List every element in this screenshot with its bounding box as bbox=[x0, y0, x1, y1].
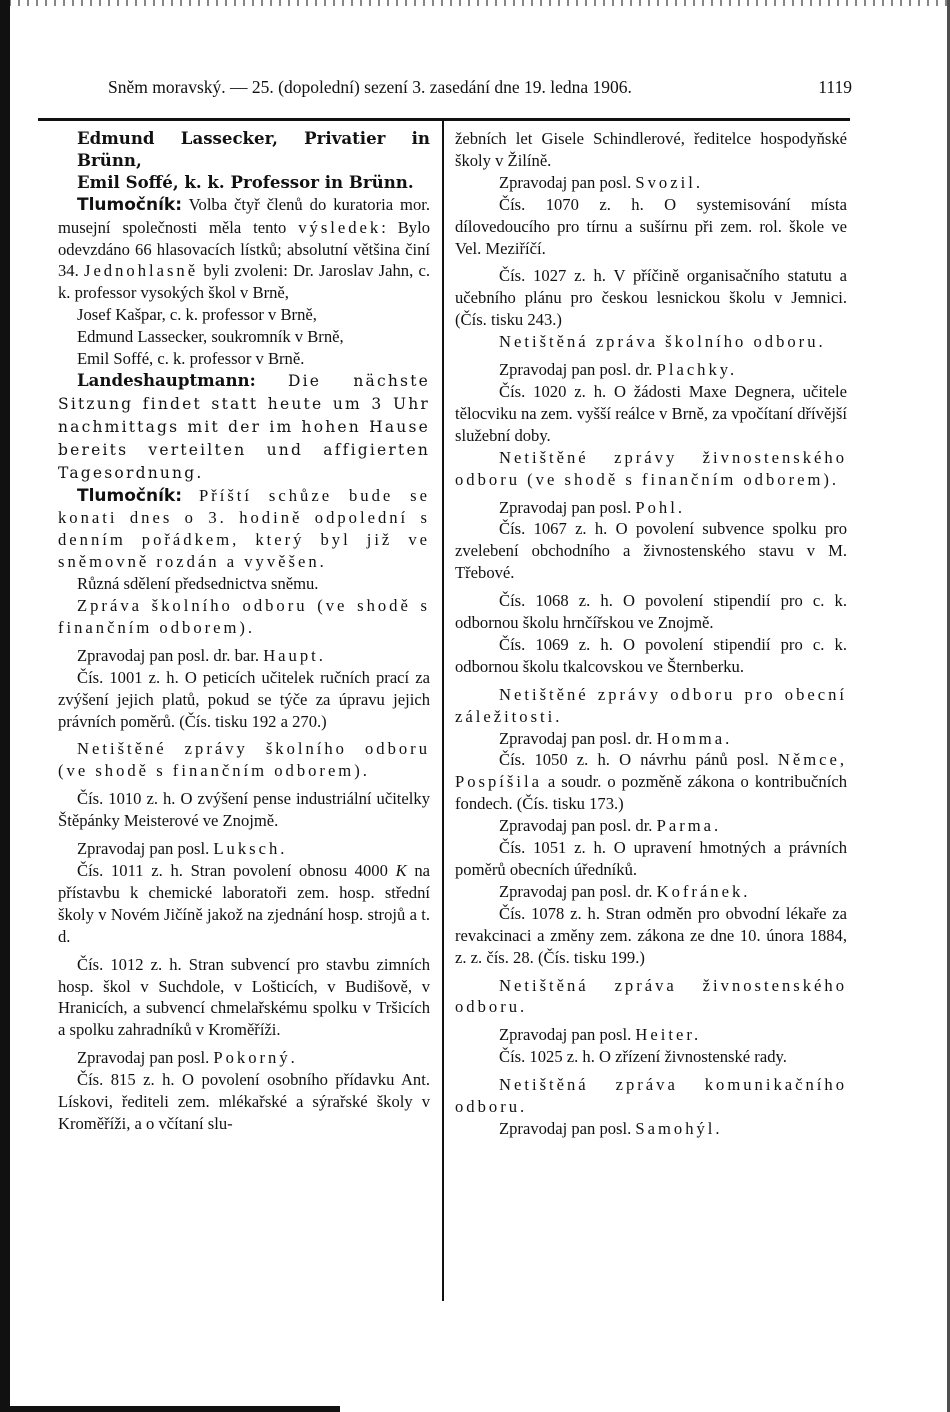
rapporteur-line: Zpravodaj pan posl. Samohýl. bbox=[499, 1118, 723, 1138]
agenda-item: Čís. 1051 z. h. O upravení hmotných a právních poměrů obecních úředníků. bbox=[455, 838, 847, 879]
rapporteur-line: Zpravodaj pan posl. Luksch. bbox=[77, 839, 288, 859]
interpreter-paragraph: Tlumočník: Příští schůze bude se konati dnes o 3. hodině odpolední s denním pořádkem, který byl již ve sněmovně rozdán a vyvěšen. bbox=[58, 485, 430, 572]
header-rule bbox=[38, 118, 850, 121]
column-divider bbox=[442, 121, 444, 1301]
left-column bbox=[58, 128, 430, 1135]
rapporteur-line: Zpravodaj pan posl. Pokorný. bbox=[77, 1048, 298, 1068]
agenda-item: Čís. 1050 z. h. O návrhu pánů posl. Němce, Pospíšila a soudr. o pozměně zákona o kontribučních fondech. (Čís. tisku 173.) bbox=[455, 750, 847, 814]
speaker-label: Tlumočník: bbox=[77, 485, 183, 506]
speaker-label: Landeshauptmann: bbox=[77, 369, 256, 390]
rapporteur-line: Zpravodaj pan posl. dr. Homma. bbox=[499, 728, 733, 748]
agenda-heading: Netištěné zprávy živnostenského odboru (ve shodě s finančním odborem). bbox=[455, 447, 847, 489]
agenda-item: Čís. 1069 z. h. O povolení stipendií pro c. k. odbornou školu tkalcovskou ve Šternberku. bbox=[455, 634, 847, 676]
agenda-heading: Různá sdělení předsednictva sněmu. bbox=[77, 574, 319, 594]
rapporteur-line: Zpravodaj pan posl. Heiter. bbox=[499, 1025, 702, 1045]
agenda-heading: Zpráva školního odboru (ve shodě s finančním odborem). bbox=[58, 596, 430, 637]
scan-edge-left bbox=[0, 0, 10, 1412]
agenda-item: Čís. 1025 z. h. O zřízení živnostenské rady. bbox=[499, 1047, 787, 1067]
elected-member: Edmund Lassecker, soukromník v Brně, bbox=[77, 327, 344, 347]
agenda-heading: Netištěné zprávy školního odboru (ve shodě s finančním odborem). bbox=[58, 739, 430, 781]
rapporteur-line: Zpravodaj pan posl. dr. Kofránek. bbox=[499, 881, 751, 901]
agenda-heading: Netištěné zprávy odboru pro obecní záležitosti. bbox=[455, 684, 847, 726]
agenda-item: Čís. 1078 z. h. Stran odměn pro obvodní lékaře za revakcinaci a změny zem. zákona ze dne 10. února 1884, z. z. čís. 28. (Čís. tisku 199.) bbox=[455, 903, 847, 967]
governor-paragraph: Landeshauptmann: Die nächste Sitzung findet statt heute um 3 Uhr nachmittags mit der im hohen Hause bereits verteilten und affigierten Tagesordnung. bbox=[58, 369, 430, 482]
rapporteur-line: Zpravodaj pan posl. Pohl. bbox=[499, 497, 685, 517]
rapporteur-line: Zpravodaj pan posl. dr. bar. Haupt. bbox=[77, 645, 326, 665]
scan-edge-bottom bbox=[0, 1406, 340, 1412]
agenda-heading: Netištěná zpráva živnostenského odboru. bbox=[455, 975, 847, 1017]
elected-member: Emil Soffé, c. k. professor v Brně. bbox=[77, 349, 305, 369]
agenda-item: Čís. 1027 z. h. V příčině organisačního statutu a učebního plánu pro českou lesnickou školu v Jemnici. (Čís. tisku 243.) bbox=[455, 266, 847, 330]
german-name-line: Edmund Lassecker, Privatier in Brünn, bbox=[77, 128, 430, 170]
agenda-item: Čís. 1020 z. h. O žádosti Maxe Degnera, učitele tělocviku na zem. vyšší reálce v Brně, za vpočítaní dřívější služební doby. bbox=[455, 381, 847, 445]
agenda-item: Čís. 1067 z. h. O povolení subvence spolku pro zvelebení obchodního a živnostenského stavu v M. Třebové. bbox=[455, 519, 847, 583]
header-title: Sněm moravský. — 25. (dopolední) sezení 3. zasedání dne 19. ledna 1906. bbox=[108, 77, 632, 97]
agenda-item-continued: žebních let Gisele Schindlerové, ředitelce hospodyňské školy v Žilíně. bbox=[455, 129, 847, 170]
german-name-line: Emil Soffé, k. k. Professor in Brünn. bbox=[77, 171, 414, 192]
agenda-item: Čís. 1010 z. h. O zvýšení pense industriální učitelky Štěpánky Meisterové ve Znojmě. bbox=[58, 789, 430, 831]
rapporteur-line: Zpravodaj pan posl. dr. Parma. bbox=[499, 816, 722, 836]
agenda-item: Čís. 1001 z. h. O peticích učitelek ručních prací za zvýšení jejich platů, pokud se týče za úpravu jejich právních poměrů. (Čís. tisku 192 a 270.) bbox=[58, 667, 430, 731]
agenda-heading: Netištěná zpráva školního odboru. bbox=[499, 332, 826, 352]
scan-edge-top bbox=[0, 0, 950, 6]
rapporteur-line: Zpravodaj pan posl. Svozil. bbox=[499, 172, 703, 192]
agenda-heading: Netištěná zpráva komunikačního odboru. bbox=[455, 1075, 847, 1117]
interpreter-paragraph: Tlumočník: Volba čtyř členů do kuratoria mor. musejní společnosti měla tento výsledek: Bylo odevzdáno 66 hlasovacích lístků; absolutní většina činí 34. Jednohlasně byli zvoleni: Dr. Jaroslav Jahn, c. k. professor vysokých škol v Brně, bbox=[58, 194, 430, 303]
agenda-item: Čís. 815 z. h. O povolení osobního přídavku Ant. Lískovi, řediteli zem. mlékařské a sýrařské školy v Kroměříži, a o včítaní slu- bbox=[58, 1070, 430, 1133]
rapporteur-line: Zpravodaj pan posl. dr. Plachky. bbox=[499, 360, 738, 380]
right-column bbox=[455, 128, 847, 1140]
page-number: 1119 bbox=[818, 77, 852, 97]
agenda-item: Čís. 1012 z. h. Stran subvencí pro stavbu zimních hosp. škol v Suchdole, v Lošticích, v Budišově, v Hranicích, a subvencí chmelařskému spolku v Tršicích a spolku zahradníků v Kroměříži. bbox=[58, 954, 430, 1040]
agenda-item: Čís. 1068 z. h. O povolení stipendií pro c. k. odbornou školu hrnčířskou ve Znojmě. bbox=[455, 591, 847, 633]
agenda-item: Čís. 1011 z. h. Stran povolení obnosu 4000 K na přístavbu k chemické laboratoři zem. hosp. střední školy v Novém Jičíně jakož na zjednání hosp. strojů a t. d. bbox=[58, 861, 430, 946]
speaker-label: Tlumočník: bbox=[77, 194, 183, 215]
elected-member: Josef Kašpar, c. k. professor v Brně, bbox=[77, 305, 317, 325]
agenda-item: Čís. 1070 z. h. O systemisování místa dílovedoucího pro tírnu a sušírnu při zem. rol. škole ve Vel. Meziříčí. bbox=[455, 194, 847, 258]
